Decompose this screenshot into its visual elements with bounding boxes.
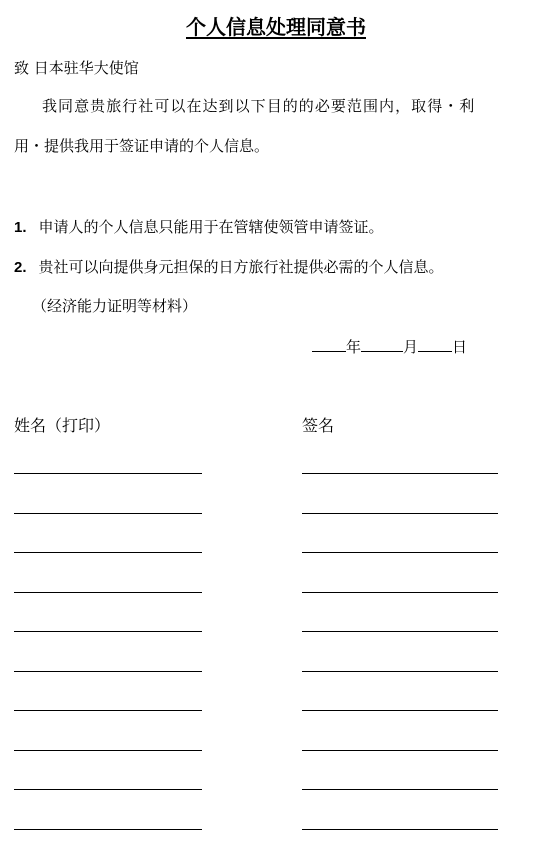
document-title: 个人信息处理同意书	[186, 15, 366, 39]
name-blank-line[interactable]	[14, 631, 202, 632]
name-blank-line[interactable]	[14, 671, 202, 672]
signature-column-heading: 签名	[302, 416, 335, 435]
signature-blank-line[interactable]	[302, 552, 498, 553]
month-blank[interactable]	[361, 336, 403, 352]
signature-blank-line[interactable]	[302, 592, 498, 593]
item-number: 1.	[14, 219, 27, 236]
name-blank-line[interactable]	[14, 829, 202, 830]
signature-blank-line[interactable]	[302, 473, 498, 474]
signature-blank-line[interactable]	[302, 631, 498, 632]
name-blank-line[interactable]	[14, 552, 202, 553]
day-label: 日	[452, 338, 468, 356]
item-text: 申请人的个人信息只能用于在管辖使领管申请签证。	[38, 218, 384, 236]
signature-blank-line[interactable]	[302, 513, 498, 514]
signature-blank-line[interactable]	[302, 789, 498, 790]
name-blank-line[interactable]	[14, 710, 202, 711]
item-number: 2.	[14, 259, 27, 276]
signature-blank-line[interactable]	[302, 671, 498, 672]
name-blank-line[interactable]	[14, 513, 202, 514]
name-column-heading: 姓名（打印）	[14, 416, 111, 435]
year-label: 年	[346, 338, 362, 356]
date-field	[312, 336, 467, 357]
signature-blank-line[interactable]	[302, 829, 498, 830]
name-blank-line[interactable]	[14, 750, 202, 751]
consent-statement-line-2: 用・提供我用于签证申请的个人信息。	[14, 137, 270, 155]
item-text: 贵社可以向提供身元担保的日方旅行社提供必需的个人信息。	[38, 258, 444, 276]
signature-blank-line[interactable]	[302, 710, 498, 711]
signature-blank-line[interactable]	[302, 750, 498, 751]
name-blank-line[interactable]	[14, 473, 202, 474]
recipient-line: 致 日本驻华大使馆	[14, 59, 139, 77]
year-blank[interactable]	[312, 336, 346, 352]
purpose-item-2	[14, 257, 444, 278]
day-blank[interactable]	[418, 336, 452, 352]
purpose-item-1	[14, 217, 384, 238]
name-blank-line[interactable]	[14, 592, 202, 593]
consent-statement-line-1: 我同意贵旅行社可以在达到以下目的的必要范围内，取得・利	[42, 97, 476, 115]
month-label: 月	[403, 338, 419, 356]
name-blank-line[interactable]	[14, 789, 202, 790]
materials-note: （经济能力证明等材料）	[32, 297, 198, 315]
